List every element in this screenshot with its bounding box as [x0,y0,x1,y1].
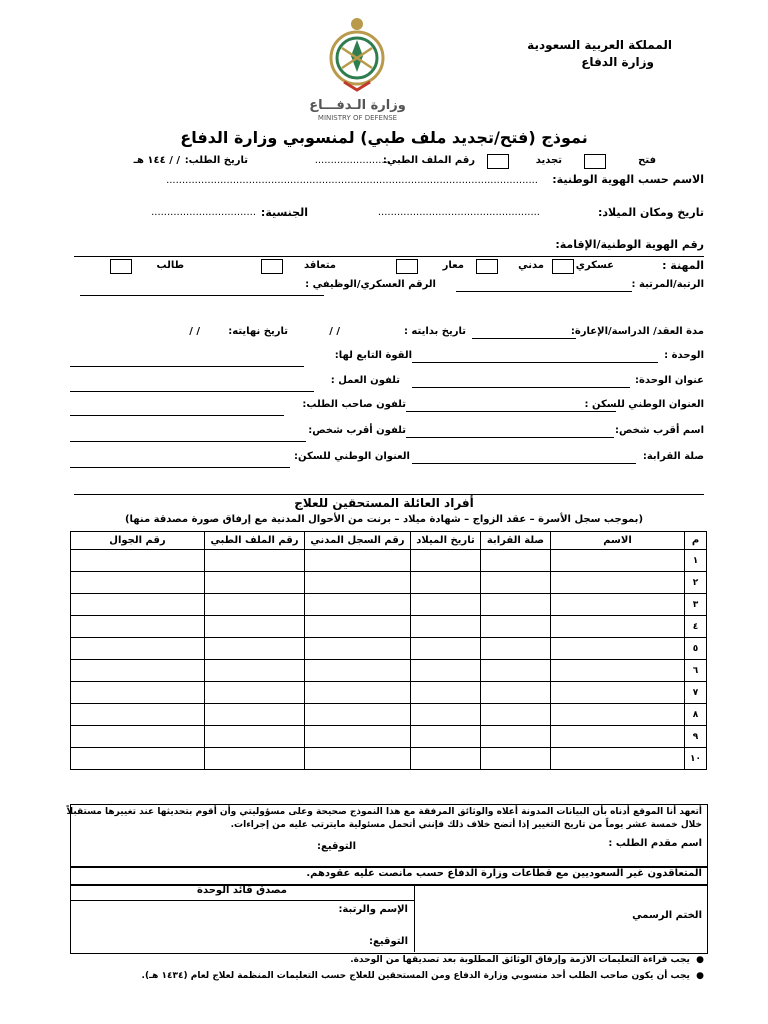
relative-address-field[interactable] [70,467,290,468]
name-cell[interactable] [551,594,685,616]
nationality-label: الجنسية: [260,206,308,219]
profession-seconded-checkbox[interactable] [396,259,418,274]
relation-cell[interactable] [481,748,551,770]
start-date-value[interactable]: / / [329,326,340,337]
unit-address-label: عنوان الوحدة: [635,375,704,386]
medical-file-cell[interactable] [205,682,305,704]
note-text: يجب أن يكون صاحب الطلب أحد منسوبي وزارة الدفاع ومن المستحقين للعلاج حسب التعليمات المنظمة لعلاج لعام (١٤٣٤ هـ). [141,971,690,981]
divider [74,256,704,257]
unit-label: الوحدة : [664,350,704,361]
approval-divider [414,900,415,952]
col-header-mobile: رقم الجوال [71,532,205,550]
row-number: ٧ [685,682,707,704]
relation-cell[interactable] [481,594,551,616]
end-date-value[interactable]: / / [189,326,200,337]
profession-military-label: عسكري [575,260,614,271]
birthdate-cell[interactable] [411,682,481,704]
table-row [71,616,707,638]
civil-record-cell[interactable] [305,726,411,748]
ministry-emblem-icon [300,10,415,92]
col-header-name: الاسم [551,532,685,550]
name-field[interactable]: ..................................................................................................................... [166,175,538,186]
profession-military-checkbox[interactable] [552,259,574,274]
request-date-label: تاريخ الطلب: [184,155,248,166]
medical-file-cell[interactable] [205,726,305,748]
unit-address-field[interactable] [412,387,630,388]
table-row [71,638,707,660]
civil-record-cell[interactable] [305,748,411,770]
birth-field[interactable]: ................................................... [377,207,540,218]
nationality-field[interactable]: ................................. [151,207,256,218]
name-cell[interactable] [551,748,685,770]
military-number-field[interactable] [80,295,324,296]
relation-cell[interactable] [481,550,551,572]
table-row [71,704,707,726]
pledge-signature-label: التوقيع: [317,841,356,852]
request-date-value[interactable]: / / ١٤٤ هـ [133,155,180,166]
table-row [71,594,707,616]
table-row [71,572,707,594]
approval-title: مصدق قائد الوحدة [197,885,287,896]
ministry-name: وزارة الدفاع [581,55,654,69]
file-no-label: رقم الملف الطبي: [382,155,475,166]
civil-record-cell[interactable] [305,660,411,682]
medical-file-cell[interactable] [205,594,305,616]
birth-label: تاريخ ومكان الميلاد: [597,206,704,219]
profession-contractor-label: متعاقد [304,260,336,271]
unit-field[interactable] [412,362,658,363]
profession-label: المهنة : [662,259,704,272]
row-number: ٣ [685,594,707,616]
applicant-name-label: اسم مقدم الطلب : [608,838,702,849]
logo-english-text: MINISTRY OF DEFENSE [317,114,398,122]
mobile-cell[interactable] [71,638,205,660]
approver-name-rank-label: الإسم والرتبة: [338,904,408,915]
civil-record-cell[interactable] [305,638,411,660]
medical-file-cell[interactable] [205,748,305,770]
name-cell[interactable] [551,638,685,660]
rank-label: الرتبة/المرتبة : [631,279,704,290]
official-stamp-label: الختم الرسمي [632,910,702,921]
start-date-label: تاريخ بدايته : [403,326,466,337]
birthdate-cell[interactable] [411,616,481,638]
relative-name-label: اسم أقرب شخص: [615,425,704,436]
force-label: القوة التابع لها: [334,350,412,361]
logo-arabic-text: وزارة الـدفـــاع [309,98,406,113]
mobile-cell[interactable] [71,726,205,748]
birthdate-cell[interactable] [411,638,481,660]
name-cell[interactable] [551,704,685,726]
note-text: يجب قراءة التعليمات الازمة وإرفاق الوثائق المطلوبة بعد تصديقها من الوحدة. [350,955,690,965]
kingdom-name: المملكة العربية السعودية [527,38,672,52]
birthdate-cell[interactable] [411,660,481,682]
birthdate-cell[interactable] [411,594,481,616]
duration-field[interactable] [472,338,576,339]
ministry-logo [300,10,415,122]
col-header-number: م [685,532,707,550]
relation-cell[interactable] [481,616,551,638]
civil-record-cell[interactable] [305,550,411,572]
profession-civil-label: مدني [518,260,544,271]
profession-student-checkbox[interactable] [110,259,132,274]
national-address-field[interactable] [406,411,616,412]
mobile-cell[interactable] [71,594,205,616]
force-field[interactable] [70,366,304,367]
table-row [71,682,707,704]
national-address-label: العنوان الوطني للسكن : [584,399,704,410]
note-item-1 [350,955,704,965]
row-number: ٢ [685,572,707,594]
profession-student-label: طالب [156,260,184,271]
medical-file-cell[interactable] [205,638,305,660]
table-row [71,550,707,572]
duration-label: مدة العقد/ الدراسة/الإعارة: [570,326,704,337]
pledge-text-line2: خلال خمسة عشر يوماً من تاريخ التغيير إذا أتضح خلاف ذلك فإنني أتحمل مسئولية مايترتب عليه من إجراءات. [230,820,702,830]
mobile-cell[interactable] [71,682,205,704]
row-number: ١ [685,550,707,572]
file-no-field[interactable]: ........................ [314,155,391,166]
rank-field[interactable] [456,291,632,292]
name-cell[interactable] [551,660,685,682]
section-divider [74,494,704,495]
medical-file-cell[interactable] [205,704,305,726]
renew-label: تجديد [535,155,562,166]
open-label: فتح [638,155,656,166]
pledge-text-line1: أتعهد أنا الموقع أدناه بأن البيانات المدونة أعلاه والوثائق المرفقة مع هذا النموذج صحيحة وعلى مسؤوليتي وأن أقوم بتحديثها عند تغييرها مستقبلاً [66,807,702,817]
birthdate-cell[interactable] [411,704,481,726]
relative-address-label: العنوان الوطني للسكن: [293,451,410,462]
medical-file-cell[interactable] [205,572,305,594]
mobile-cell[interactable] [71,748,205,770]
military-number-label: الرقم العسكري/الوظيفي : [305,279,436,290]
row-number: ٨ [685,704,707,726]
civil-record-cell[interactable] [305,572,411,594]
medical-file-cell[interactable] [205,550,305,572]
col-header-relation: صلة القرابة [481,532,551,550]
bullet-icon: ● [689,955,704,965]
work-phone-field[interactable] [70,391,314,392]
name-cell[interactable] [551,550,685,572]
relation-cell[interactable] [481,704,551,726]
civil-record-cell[interactable] [305,704,411,726]
civil-record-cell[interactable] [305,616,411,638]
civil-record-cell[interactable] [305,682,411,704]
row-number: ٦ [685,660,707,682]
relation-cell[interactable] [481,726,551,748]
mobile-cell[interactable] [71,616,205,638]
applicant-phone-label: تلفون صاحب الطلب: [302,399,406,410]
form-title: نموذج (فتح/تجديد ملف طبي) لمنسوبي وزارة الدفاع [180,128,588,147]
relation-cell[interactable] [481,682,551,704]
row-number: ٤ [685,616,707,638]
profession-contractor-checkbox[interactable] [261,259,283,274]
civil-record-cell[interactable] [305,594,411,616]
relative-phone-field[interactable] [70,441,306,442]
profession-civil-checkbox[interactable] [476,259,498,274]
work-phone-label: تلفون العمل : [330,375,400,386]
name-cell[interactable] [551,572,685,594]
contractors-note: المتعاقدون غير السعوديين مع قطاعات وزارة الدفاع حسب مانصت عليه عقودهم. [306,868,702,879]
birthdate-cell[interactable] [411,550,481,572]
name-label: الاسم حسب الهوية الوطنية: [552,173,704,186]
open-checkbox[interactable] [584,154,606,169]
end-date-label: تاريخ نهايته: [228,326,288,337]
note-item-2 [142,971,704,981]
relative-name-field[interactable] [406,437,614,438]
relation-cell[interactable] [481,572,551,594]
table-row [71,726,707,748]
name-cell[interactable] [551,616,685,638]
profession-seconded-label: معار [442,260,464,271]
family-section-subtitle: (بموجب سجل الأسرة – عقد الزواج – شهادة ميلاد – برنت من الأحوال المدنية مع إرفاق صورة مصدقة منها) [124,514,644,525]
name-cell[interactable] [551,726,685,748]
mobile-cell[interactable] [71,572,205,594]
bullet-icon: ● [689,971,704,981]
table-row [71,660,707,682]
birthdate-cell[interactable] [411,748,481,770]
table-header-row [71,532,707,550]
mobile-cell[interactable] [71,660,205,682]
relation-label: صلة القرابة: [642,451,704,462]
medical-file-cell[interactable] [205,616,305,638]
relative-phone-label: تلفون أقرب شخص: [308,425,406,436]
birthdate-cell[interactable] [411,726,481,748]
birthdate-cell[interactable] [411,572,481,594]
col-header-birthdate: تاريخ الميلاد [411,532,481,550]
col-header-medical-file: رقم الملف الطبي [205,532,305,550]
applicant-phone-field[interactable] [70,415,284,416]
approver-signature-label: التوقيع: [369,936,408,947]
renew-checkbox[interactable] [487,154,509,169]
family-section-title: أفراد العائلة المستحقين للعلاج [294,496,474,510]
id-label: رقم الهوية الوطنية/الإقامة: [555,238,704,251]
row-number: ٥ [685,638,707,660]
row-number: ٩ [685,726,707,748]
relation-cell[interactable] [481,638,551,660]
family-members-table [70,531,707,770]
row-number: ١٠ [685,748,707,770]
col-header-civil-record: رقم السجل المدني [305,532,411,550]
mobile-cell[interactable] [71,550,205,572]
mobile-cell[interactable] [71,704,205,726]
medical-file-cell[interactable] [205,660,305,682]
relation-field[interactable] [412,463,636,464]
name-cell[interactable] [551,682,685,704]
relation-cell[interactable] [481,660,551,682]
table-row [71,748,707,770]
